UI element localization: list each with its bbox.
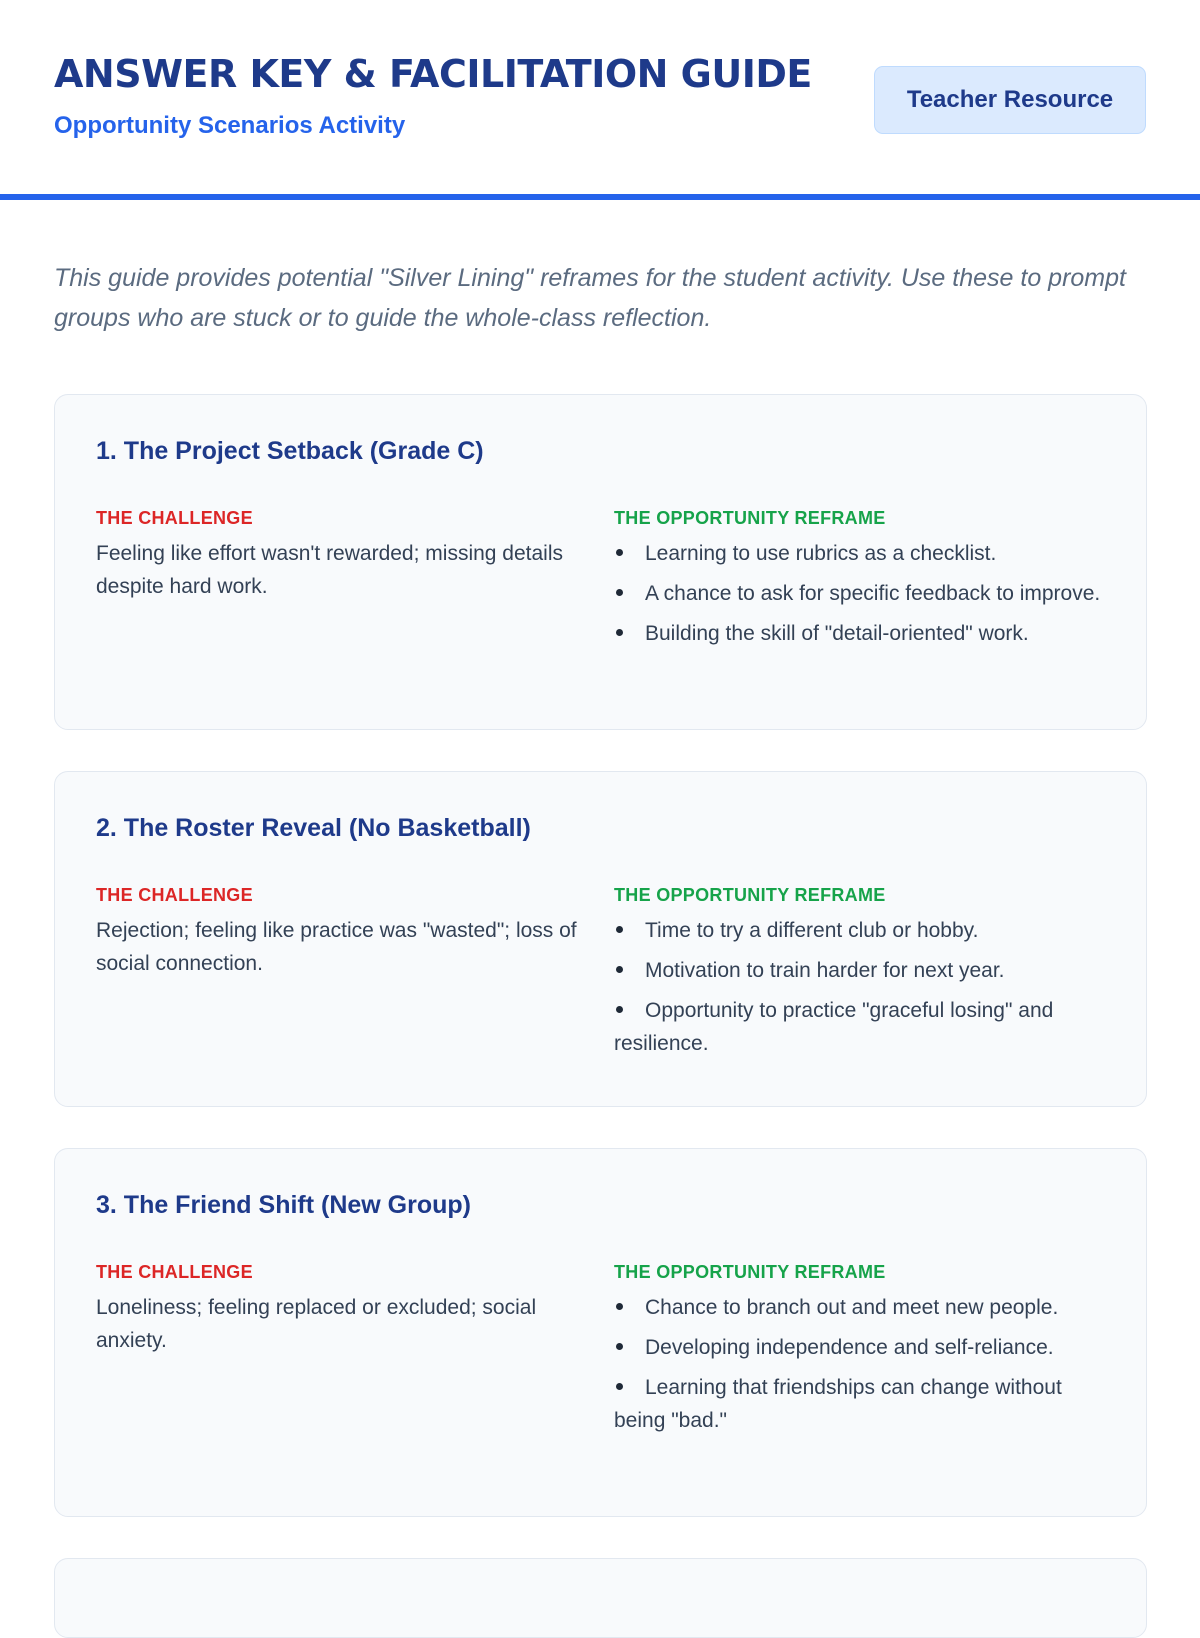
reframe-item <box>614 914 1114 947</box>
challenge-column <box>96 1261 581 1357</box>
scenario-title: 2. The Roster Reveal (No Basketball) <box>96 814 531 842</box>
reframe-item-text: A chance to ask for specific feedback to improve. <box>645 582 1101 605</box>
reframe-item <box>614 577 1114 610</box>
page-subtitle: Opportunity Scenarios Activity <box>54 112 406 139</box>
bullet-icon <box>616 966 623 973</box>
intro-text: This guide provides potential "Silver Lining" reframes for the student activity. Use these to prompt groups who are stuck or to guide the whole-class reflection. <box>54 264 1126 332</box>
challenge-label: THE CHALLENGE <box>96 508 253 528</box>
reframe-item <box>614 1371 1114 1437</box>
reframe-list <box>614 914 1114 1060</box>
bullet-icon <box>616 1303 623 1310</box>
scenario-card-1 <box>54 394 1147 730</box>
bullet-icon <box>616 589 623 596</box>
reframe-item <box>614 954 1114 987</box>
reframe-item-text: Time to try a different club or hobby. <box>645 919 979 942</box>
challenge-label: THE CHALLENGE <box>96 1262 253 1282</box>
bullet-icon <box>616 1383 623 1390</box>
bullet-icon <box>616 549 623 556</box>
challenge-label: THE CHALLENGE <box>96 885 253 905</box>
challenge-text: Feeling like effort wasn't rewarded; missing details despite hard work. <box>96 542 564 598</box>
reframe-label: THE OPPORTUNITY REFRAME <box>614 508 886 528</box>
scenario-title: 3. The Friend Shift (New Group) <box>96 1191 471 1219</box>
reframe-item <box>614 537 1114 570</box>
teacher-resource-badge: Teacher Resource <box>874 66 1146 134</box>
reframe-label: THE OPPORTUNITY REFRAME <box>614 1262 886 1282</box>
reframe-item-text: Opportunity to practice "graceful losing" and resilience. <box>614 999 1054 1055</box>
reframe-item <box>614 994 1114 1060</box>
scenario-card-3 <box>54 1148 1147 1517</box>
reframe-item <box>614 1291 1114 1324</box>
page-header <box>0 0 1200 200</box>
reframe-item-text: Building the skill of "detail-oriented" work. <box>645 622 1029 645</box>
reframe-item <box>614 617 1114 650</box>
reframe-list <box>614 537 1114 650</box>
bullet-icon <box>616 1343 623 1350</box>
bullet-icon <box>616 629 623 636</box>
challenge-column <box>96 884 581 980</box>
reframe-item-text: Motivation to train harder for next year. <box>645 959 1005 982</box>
bullet-icon <box>616 1006 623 1013</box>
challenge-text: Rejection; feeling like practice was "wasted"; loss of social connection. <box>96 919 577 975</box>
reframe-column <box>614 507 1114 657</box>
reframe-list <box>614 1291 1114 1437</box>
page-title: ANSWER KEY & FACILITATION GUIDE <box>54 52 812 96</box>
reframe-item-text: Learning that friendships can change without being "bad." <box>614 1376 1062 1432</box>
reframe-column <box>614 1261 1114 1444</box>
reframe-item <box>614 1331 1114 1364</box>
reframe-column <box>614 884 1114 1067</box>
reframe-item-text: Developing independence and self-reliance. <box>645 1336 1054 1359</box>
scenario-card-4 <box>54 1558 1147 1638</box>
bullet-icon <box>616 926 623 933</box>
reframe-item-text: Learning to use rubrics as a checklist. <box>645 542 997 565</box>
reframe-item-text: Chance to branch out and meet new people. <box>645 1296 1059 1319</box>
scenario-card-2 <box>54 771 1147 1107</box>
scenario-title: 1. The Project Setback (Grade C) <box>96 437 484 465</box>
challenge-text: Loneliness; feeling replaced or excluded; social anxiety. <box>96 1296 537 1352</box>
reframe-label: THE OPPORTUNITY REFRAME <box>614 885 886 905</box>
challenge-column <box>96 507 581 603</box>
